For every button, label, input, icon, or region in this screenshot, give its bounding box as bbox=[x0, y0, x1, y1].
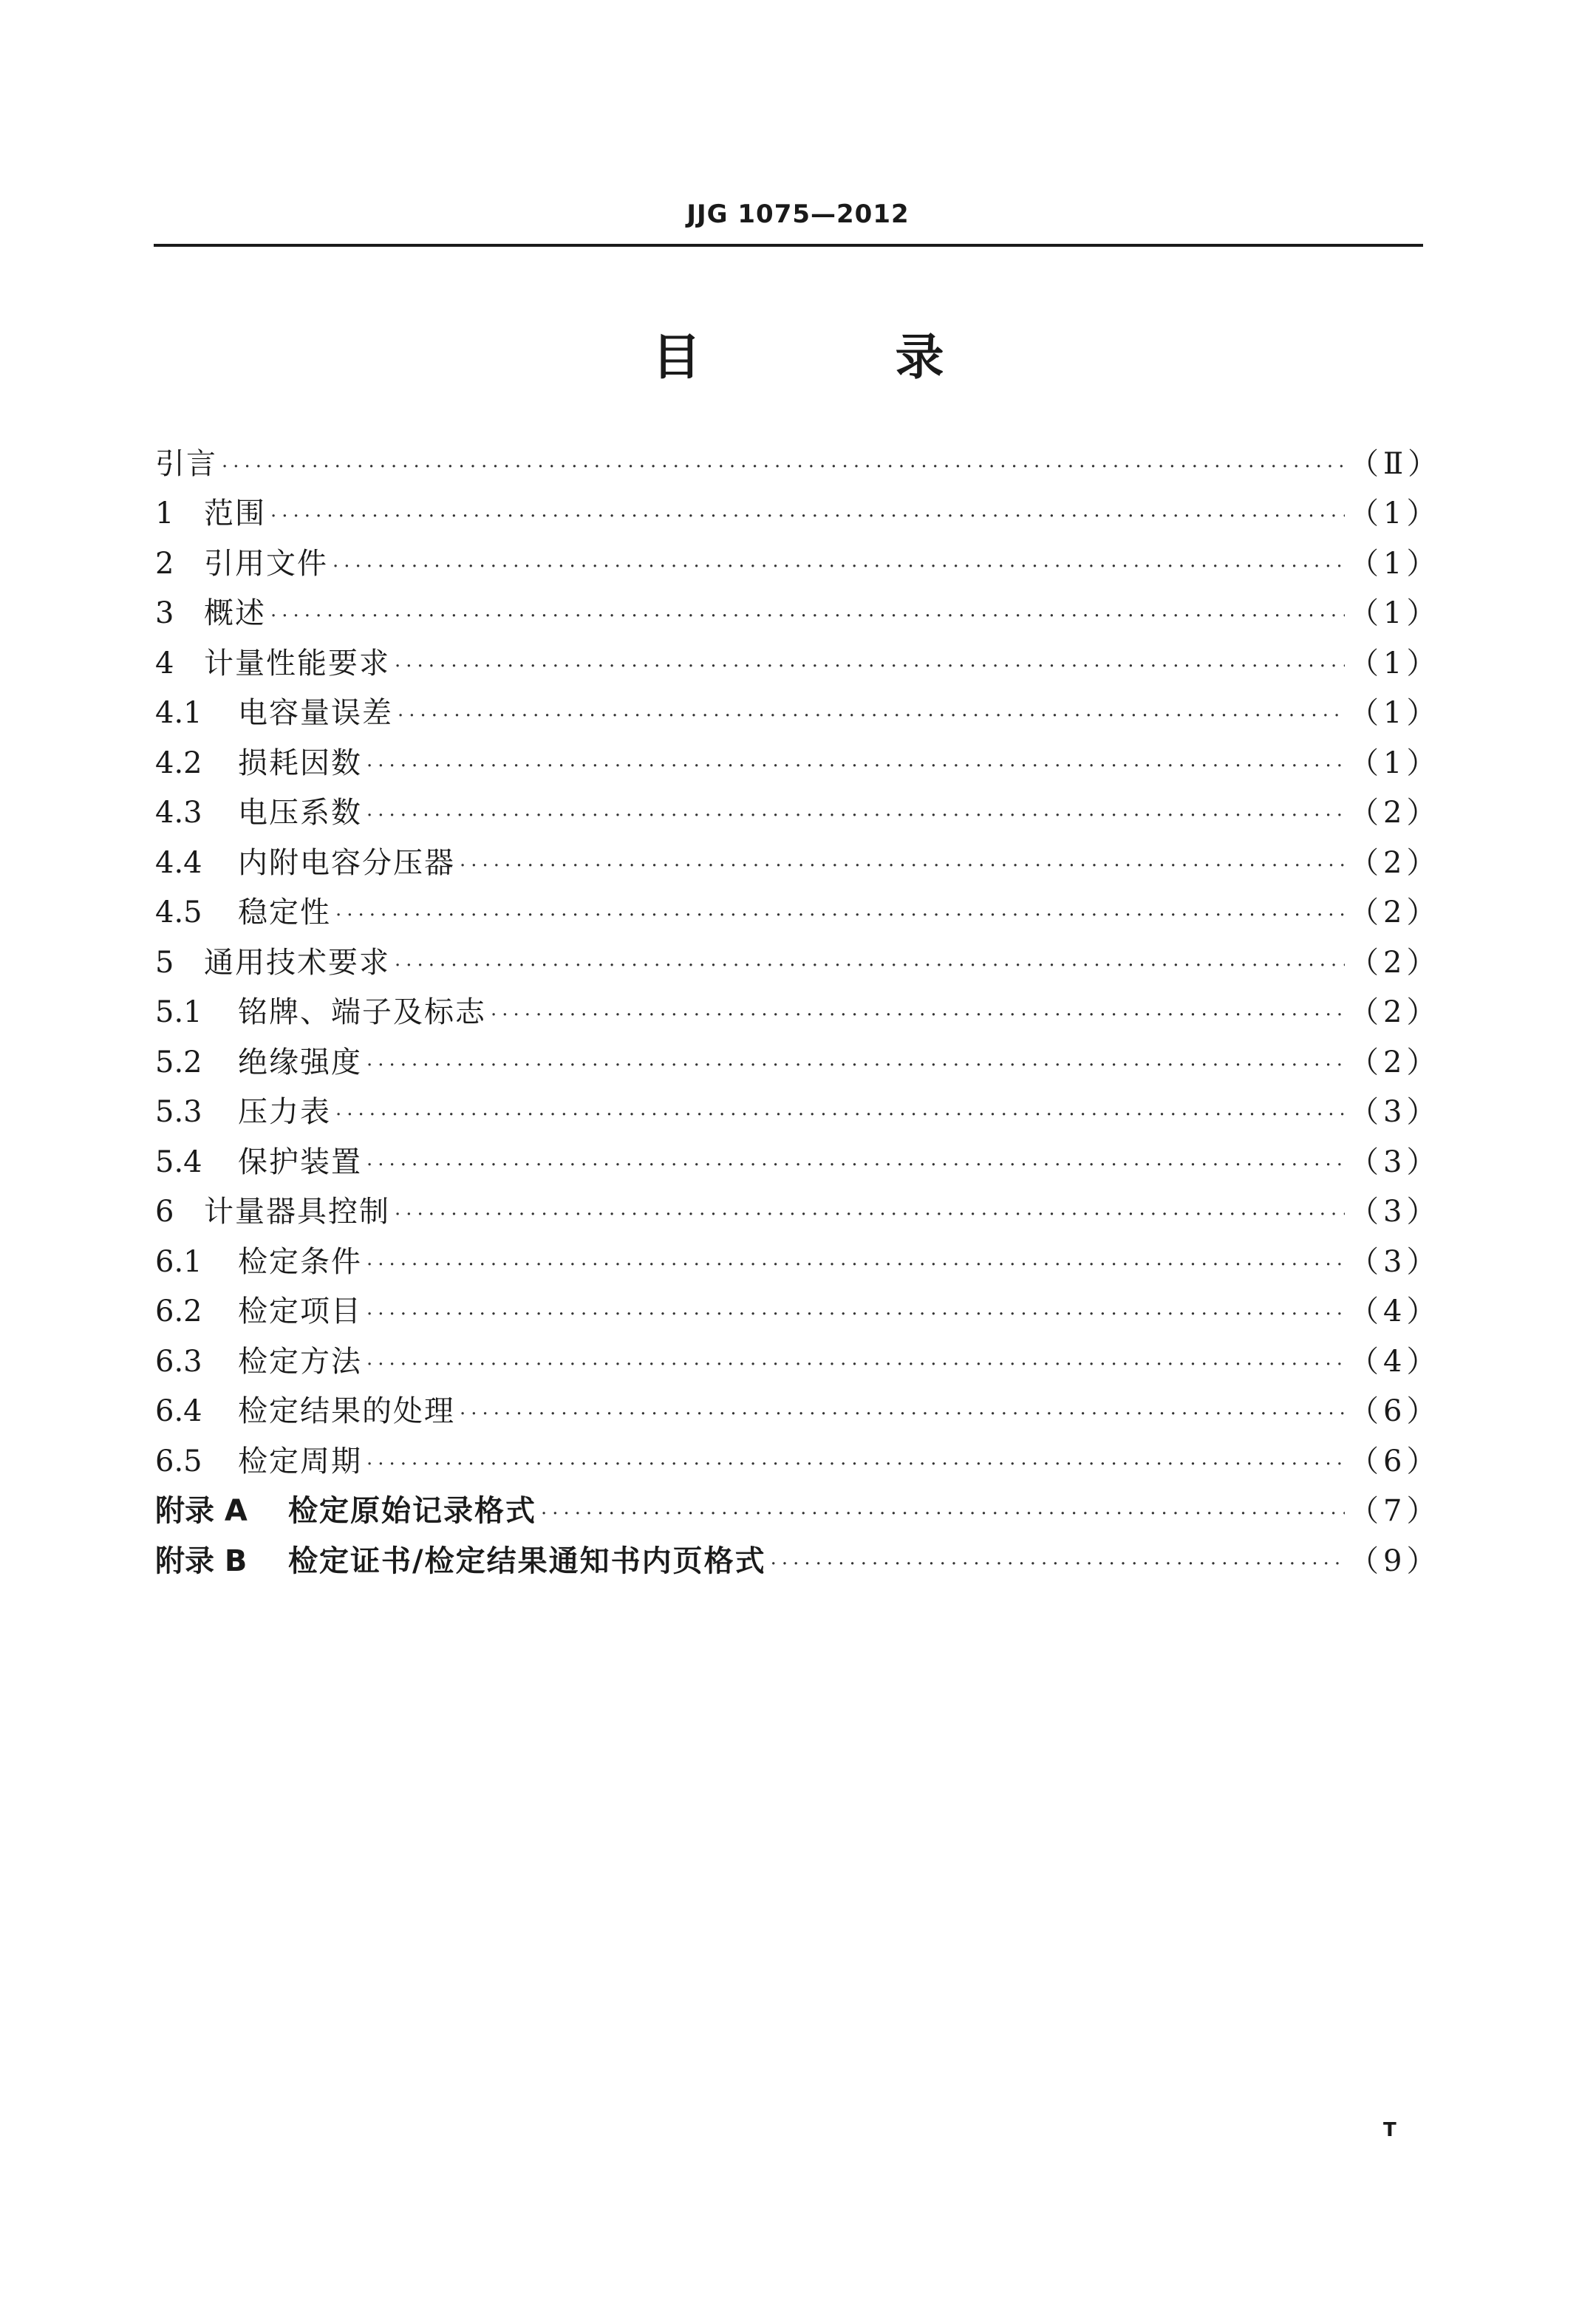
toc-entry-page: （2） bbox=[1349, 995, 1441, 1030]
toc-entry[interactable] bbox=[155, 788, 1441, 839]
toc-entry[interactable] bbox=[155, 589, 1441, 639]
toc-leader-dots bbox=[222, 457, 1345, 477]
toc-leader-dots bbox=[366, 757, 1345, 776]
toc-entry-page: （2） bbox=[1349, 1045, 1441, 1079]
toc-entry-page: （3） bbox=[1349, 1095, 1441, 1130]
toc-entry[interactable] bbox=[155, 1237, 1441, 1287]
toc-entry-page: （1） bbox=[1349, 497, 1441, 531]
toc-leader-dots bbox=[335, 906, 1345, 925]
toc-leader-dots bbox=[771, 1555, 1345, 1574]
toc-entry-title: 通用技术要求 bbox=[204, 945, 390, 980]
toc-entry-page: （1） bbox=[1349, 696, 1441, 731]
toc-leader-dots bbox=[335, 1105, 1345, 1125]
table-of-contents bbox=[155, 439, 1442, 1586]
toc-entry-number: 5.4 bbox=[155, 1145, 202, 1179]
toc-entry-title: 引用文件 bbox=[204, 546, 328, 581]
toc-entry-page: （9） bbox=[1349, 1543, 1441, 1578]
toc-entry-page: （4） bbox=[1349, 1344, 1441, 1379]
toc-entry-number: 2 bbox=[155, 546, 174, 581]
toc-entry-title: 损耗因数 bbox=[238, 746, 362, 780]
toc-leader-dots bbox=[395, 657, 1345, 676]
toc-entry-number: 6.2 bbox=[155, 1294, 202, 1329]
toc-entry-title: 检定周期 bbox=[238, 1444, 362, 1478]
toc-entry-number: 6 bbox=[155, 1195, 174, 1229]
page-title: 目 录 bbox=[652, 329, 1033, 386]
toc-entry[interactable] bbox=[155, 1536, 1441, 1586]
toc-entry-page: （3） bbox=[1349, 1195, 1441, 1229]
toc-entry-title: 检定项目 bbox=[238, 1294, 362, 1329]
toc-entry[interactable] bbox=[155, 738, 1441, 788]
toc-entry-number: 5.1 bbox=[155, 995, 202, 1030]
toc-entry-title: 检定结果的处理 bbox=[238, 1394, 455, 1429]
toc-entry-number: 5.2 bbox=[155, 1045, 202, 1079]
toc-entry[interactable] bbox=[155, 1088, 1441, 1138]
toc-entry-page: （2） bbox=[1349, 945, 1441, 980]
header-rule bbox=[154, 244, 1423, 247]
toc-entry-title: 绝缘强度 bbox=[238, 1045, 362, 1079]
toc-entry-number: 6.1 bbox=[155, 1244, 202, 1279]
toc-entry-title: 铭牌、端子及标志 bbox=[238, 995, 486, 1030]
toc-entry[interactable] bbox=[155, 938, 1441, 988]
toc-entry[interactable] bbox=[155, 1487, 1441, 1537]
toc-entry-title: 引言 bbox=[155, 446, 217, 481]
toc-entry-number: 5 bbox=[155, 945, 174, 980]
toc-entry-number: 6.5 bbox=[155, 1444, 202, 1478]
toc-entry-title: 压力表 bbox=[238, 1095, 331, 1130]
toc-entry-title: 检定方法 bbox=[238, 1344, 362, 1379]
toc-entry[interactable] bbox=[155, 1137, 1441, 1187]
toc-entry-page: （6） bbox=[1349, 1444, 1441, 1478]
toc-entry-number: 6.4 bbox=[155, 1394, 202, 1429]
toc-entry[interactable] bbox=[155, 1037, 1441, 1088]
toc-entry-title: 概述 bbox=[204, 596, 266, 631]
toc-entry-number: 1 bbox=[155, 497, 174, 531]
toc-entry[interactable] bbox=[155, 1337, 1441, 1387]
toc-leader-dots bbox=[395, 956, 1345, 975]
toc-entry-page: （3） bbox=[1349, 1145, 1441, 1179]
toc-leader-dots bbox=[491, 1006, 1345, 1025]
toc-entry-number: 4.4 bbox=[155, 845, 202, 880]
toc-entry-number: 附录 A bbox=[155, 1494, 248, 1529]
toc-entry-title: 检定原始记录格式 bbox=[288, 1494, 536, 1529]
toc-leader-dots bbox=[270, 607, 1345, 626]
toc-leader-dots bbox=[366, 1255, 1345, 1275]
toc-entry-number: 5.3 bbox=[155, 1095, 202, 1130]
toc-entry[interactable] bbox=[155, 888, 1441, 938]
toc-entry-number: 6.3 bbox=[155, 1344, 202, 1379]
toc-leader-dots bbox=[270, 507, 1345, 526]
toc-leader-dots bbox=[366, 1355, 1345, 1374]
toc-entry-title: 检定条件 bbox=[238, 1244, 362, 1279]
toc-entry-title: 电容量误差 bbox=[238, 696, 393, 731]
toc-entry[interactable] bbox=[155, 489, 1441, 539]
toc-entry-title: 保护装置 bbox=[238, 1145, 362, 1179]
toc-entry-number: 3 bbox=[155, 596, 174, 631]
toc-entry[interactable] bbox=[155, 1187, 1441, 1238]
toc-entry[interactable] bbox=[155, 988, 1441, 1038]
toc-entry-page: （1） bbox=[1349, 746, 1441, 780]
toc-leader-dots bbox=[366, 1455, 1345, 1474]
toc-entry-page: （7） bbox=[1349, 1494, 1441, 1529]
toc-entry-title: 范围 bbox=[204, 497, 266, 531]
toc-entry-title: 内附电容分压器 bbox=[238, 845, 455, 880]
toc-entry-title: 检定证书/检定结果通知书内页格式 bbox=[288, 1543, 766, 1578]
toc-entry-title: 计量性能要求 bbox=[204, 646, 390, 680]
toc-leader-dots bbox=[366, 806, 1345, 825]
toc-entry-title: 电压系数 bbox=[238, 796, 362, 830]
document-code: JJG 1075—2012 bbox=[686, 199, 910, 229]
toc-entry[interactable] bbox=[155, 689, 1441, 739]
toc-entry-number: 4.2 bbox=[155, 746, 202, 780]
toc-entry-title: 计量器具控制 bbox=[204, 1195, 390, 1229]
toc-entry[interactable] bbox=[155, 1436, 1441, 1487]
toc-entry-page: （6） bbox=[1349, 1394, 1441, 1429]
page-number: T bbox=[1383, 2119, 1396, 2141]
toc-entry-number: 4.1 bbox=[155, 696, 202, 731]
toc-entry-page: （3） bbox=[1349, 1244, 1441, 1279]
toc-leader-dots bbox=[395, 1205, 1345, 1224]
toc-entry[interactable] bbox=[155, 1387, 1441, 1437]
toc-entry-page: （1） bbox=[1349, 596, 1441, 631]
toc-leader-dots bbox=[460, 1405, 1345, 1424]
toc-entry[interactable] bbox=[155, 439, 1442, 489]
toc-entry[interactable] bbox=[155, 838, 1441, 888]
toc-leader-dots bbox=[541, 1504, 1345, 1524]
toc-entry-page: （1） bbox=[1349, 546, 1441, 581]
toc-entry-page: （2） bbox=[1349, 896, 1441, 930]
toc-entry-number: 4.5 bbox=[155, 896, 202, 930]
toc-entry[interactable] bbox=[155, 539, 1441, 589]
toc-entry-page: （4） bbox=[1349, 1294, 1441, 1329]
toc-entry-page: （2） bbox=[1349, 845, 1441, 880]
toc-leader-dots bbox=[366, 1156, 1345, 1175]
toc-entry-number: 附录 B bbox=[155, 1543, 248, 1578]
toc-entry[interactable] bbox=[155, 638, 1441, 689]
toc-entry[interactable] bbox=[155, 1287, 1441, 1337]
toc-entry-title: 稳定性 bbox=[238, 896, 331, 930]
toc-leader-dots bbox=[332, 557, 1345, 576]
toc-leader-dots bbox=[366, 1305, 1345, 1324]
toc-entry-page: （Ⅱ） bbox=[1349, 446, 1442, 481]
toc-leader-dots bbox=[366, 1056, 1345, 1075]
toc-entry-page: （2） bbox=[1349, 796, 1441, 830]
toc-entry-number: 4 bbox=[155, 646, 174, 680]
toc-entry-number: 4.3 bbox=[155, 796, 202, 830]
toc-entry-page: （1） bbox=[1349, 646, 1441, 680]
toc-leader-dots bbox=[460, 856, 1345, 876]
toc-leader-dots bbox=[398, 706, 1345, 726]
